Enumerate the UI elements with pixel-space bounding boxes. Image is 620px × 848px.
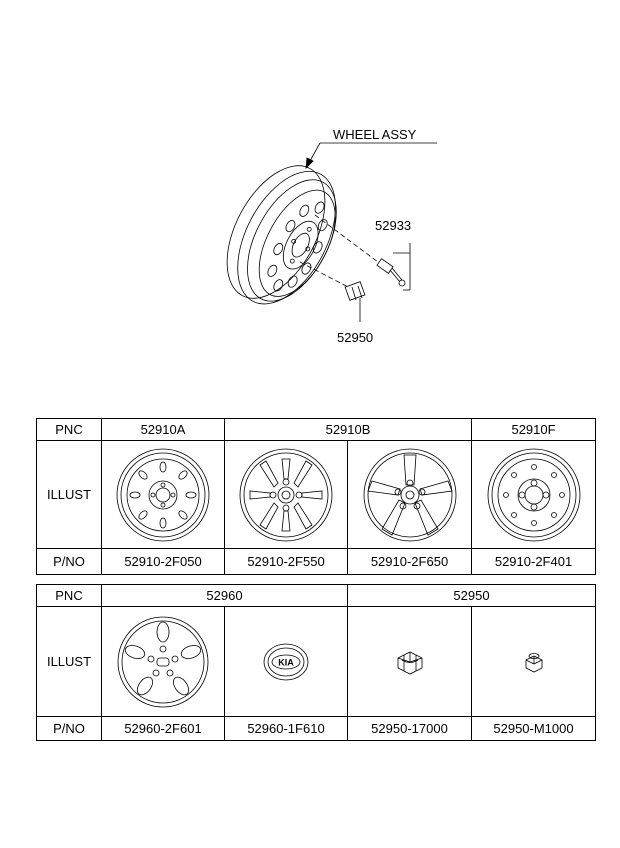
row-label-pno: P/NO bbox=[37, 549, 102, 575]
pnc-cell: 52910A bbox=[102, 419, 225, 441]
pno-cell: 52910-2F650 bbox=[348, 549, 472, 575]
kia-logo: KIA bbox=[278, 657, 294, 667]
callout-wheel-assy: WHEEL ASSY bbox=[333, 127, 417, 142]
pno-cell: 52910-2F401 bbox=[472, 549, 596, 575]
callout-nut-52950: 52950 bbox=[337, 330, 374, 345]
alloy-wheel-8-spoke-icon bbox=[236, 445, 336, 545]
illust-cell bbox=[348, 607, 472, 717]
lug-nut-small-icon bbox=[504, 632, 564, 692]
pno-cell: 52910-2F550 bbox=[225, 549, 348, 575]
parts-table-wheels bbox=[36, 418, 596, 575]
spare-wheel-icon bbox=[484, 445, 584, 545]
lug-nut-icon bbox=[380, 632, 440, 692]
illust-cell bbox=[472, 441, 596, 549]
pno-cell: 52960-2F601 bbox=[102, 717, 225, 741]
pno-cell: 52950-M1000 bbox=[472, 717, 596, 741]
callout-valve-52933: 52933 bbox=[375, 218, 412, 233]
parts-table-covers-nuts bbox=[36, 584, 596, 741]
illust-cell bbox=[225, 441, 348, 549]
pnc-cell: 52950 bbox=[348, 585, 596, 607]
pnc-cell: 52910F bbox=[472, 419, 596, 441]
illust-cell bbox=[225, 607, 348, 717]
row-label-pnc: PNC bbox=[37, 419, 102, 441]
illust-cell bbox=[102, 607, 225, 717]
pnc-cell: 52910B bbox=[225, 419, 472, 441]
illust-cell bbox=[102, 441, 225, 549]
steel-wheel-icon bbox=[113, 445, 213, 545]
illust-cell bbox=[472, 607, 596, 717]
illust-cell bbox=[348, 441, 472, 549]
row-label-pnc: PNC bbox=[37, 585, 102, 607]
wheel-assembly-diagram bbox=[0, 0, 620, 400]
pnc-cell: 52960 bbox=[102, 585, 348, 607]
wheel-cover-icon bbox=[113, 612, 213, 712]
alloy-wheel-5-spoke-icon bbox=[360, 445, 460, 545]
row-label-pno: P/NO bbox=[37, 717, 102, 741]
pno-cell: 52960-1F610 bbox=[225, 717, 348, 741]
row-label-illust: ILLUST bbox=[37, 607, 102, 717]
row-label-illust: ILLUST bbox=[37, 441, 102, 549]
pno-cell: 52950-17000 bbox=[348, 717, 472, 741]
wheel-rim-drawing bbox=[207, 150, 358, 321]
hub-cap-kia-icon bbox=[236, 632, 336, 692]
pno-cell: 52910-2F050 bbox=[102, 549, 225, 575]
valve-stem-drawing bbox=[377, 243, 410, 290]
lug-nut-drawing bbox=[345, 282, 365, 322]
